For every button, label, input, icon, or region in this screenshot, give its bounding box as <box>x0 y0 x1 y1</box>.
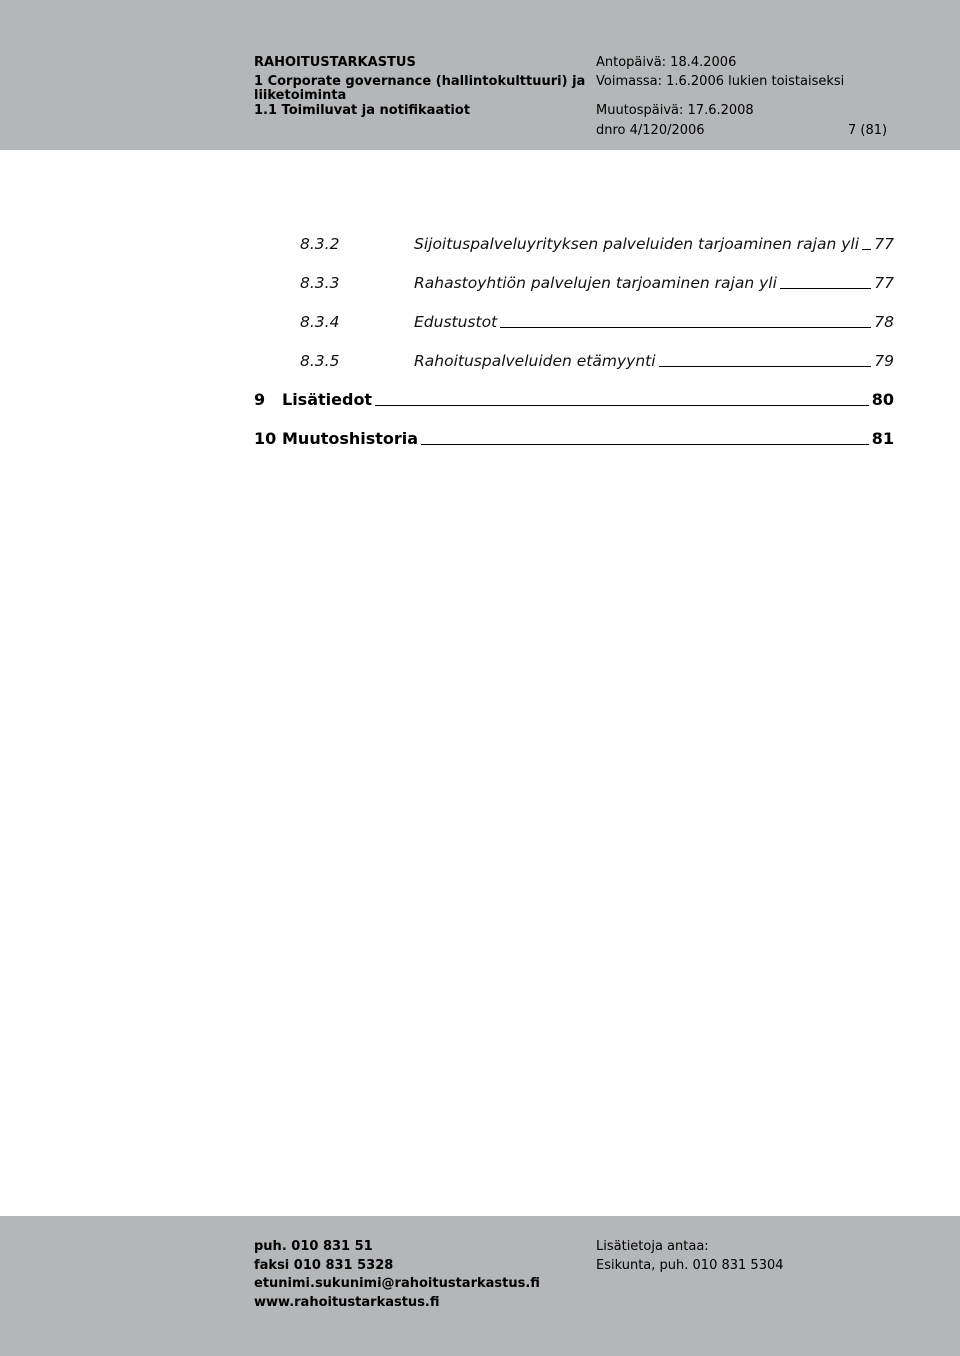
toc-leader-line <box>500 326 871 328</box>
toc-entry-page: 79 <box>874 352 894 370</box>
header-band <box>0 0 960 150</box>
toc-entry-page: 80 <box>871 390 894 409</box>
footer-band <box>0 1216 960 1356</box>
toc-entry-page: 77 <box>874 235 894 253</box>
toc-entry-title: Lisätiedot <box>282 390 373 409</box>
section-title: 1.1 Toimiluvat ja notifikaatiot <box>254 103 471 118</box>
toc-entry-number: 8.3.3 <box>300 274 340 292</box>
record-number: dnro 4/120/2006 <box>596 123 705 138</box>
toc-leader-line <box>862 248 871 250</box>
toc-entry[interactable] <box>254 427 894 449</box>
valid-from: Voimassa: 1.6.2006 lukien toistaiseksi <box>596 74 845 89</box>
toc-entry-title: Sijoituspalveluyrityksen palveluiden tarjoaminen rajan yli <box>414 235 860 253</box>
org-name: RAHOITUSTARKASTUS <box>254 55 416 70</box>
toc-entry-number: 9 <box>254 390 266 409</box>
toc-entry[interactable] <box>254 349 894 371</box>
toc-entry[interactable] <box>254 310 894 332</box>
toc-leader-line <box>375 404 869 406</box>
toc-entry-number: 10 <box>254 429 277 448</box>
modified-date: Muutospäivä: 17.6.2008 <box>596 103 754 118</box>
toc-entry-title: Rahastoyhtiön palvelujen tarjoaminen rajan yli <box>414 274 777 292</box>
toc-entry-number: 8.3.2 <box>300 235 340 253</box>
toc-entry-page: 77 <box>874 274 894 292</box>
toc-entry-page: 78 <box>874 313 894 331</box>
toc-entry-number: 8.3.4 <box>300 313 340 331</box>
chapter-title-line2: liiketoiminta <box>254 88 347 103</box>
footer-info-label: Lisätietoja antaa: <box>596 1239 709 1254</box>
page-number: 7 (81) <box>848 123 888 138</box>
toc-entry-number: 8.3.5 <box>300 352 340 370</box>
toc-leader-line <box>421 443 869 445</box>
footer-phone: puh. 010 831 51 <box>254 1239 373 1254</box>
toc-entry[interactable] <box>254 232 894 254</box>
toc-leader-line <box>659 365 872 367</box>
footer-fax: faksi 010 831 5328 <box>254 1258 394 1273</box>
toc-entry-title: Rahoituspalveluiden etämyynti <box>414 352 656 370</box>
toc-leader-line <box>780 287 871 289</box>
issued-date: Antopäivä: 18.4.2006 <box>596 55 737 70</box>
footer-website[interactable]: www.rahoitustarkastus.fi <box>254 1295 440 1310</box>
toc-entry-page: 81 <box>871 429 894 448</box>
toc-entry[interactable] <box>254 271 894 293</box>
chapter-title-line1: 1 Corporate governance (hallintokulttuuri) ja <box>254 74 586 89</box>
toc-entry-title: Edustustot <box>414 313 498 331</box>
toc-entry-title: Muutoshistoria <box>282 429 419 448</box>
footer-info-contact: Esikunta, puh. 010 831 5304 <box>596 1258 784 1273</box>
toc-entry[interactable] <box>254 388 894 410</box>
footer-email[interactable]: etunimi.sukunimi@rahoitustarkastus.fi <box>254 1276 540 1291</box>
